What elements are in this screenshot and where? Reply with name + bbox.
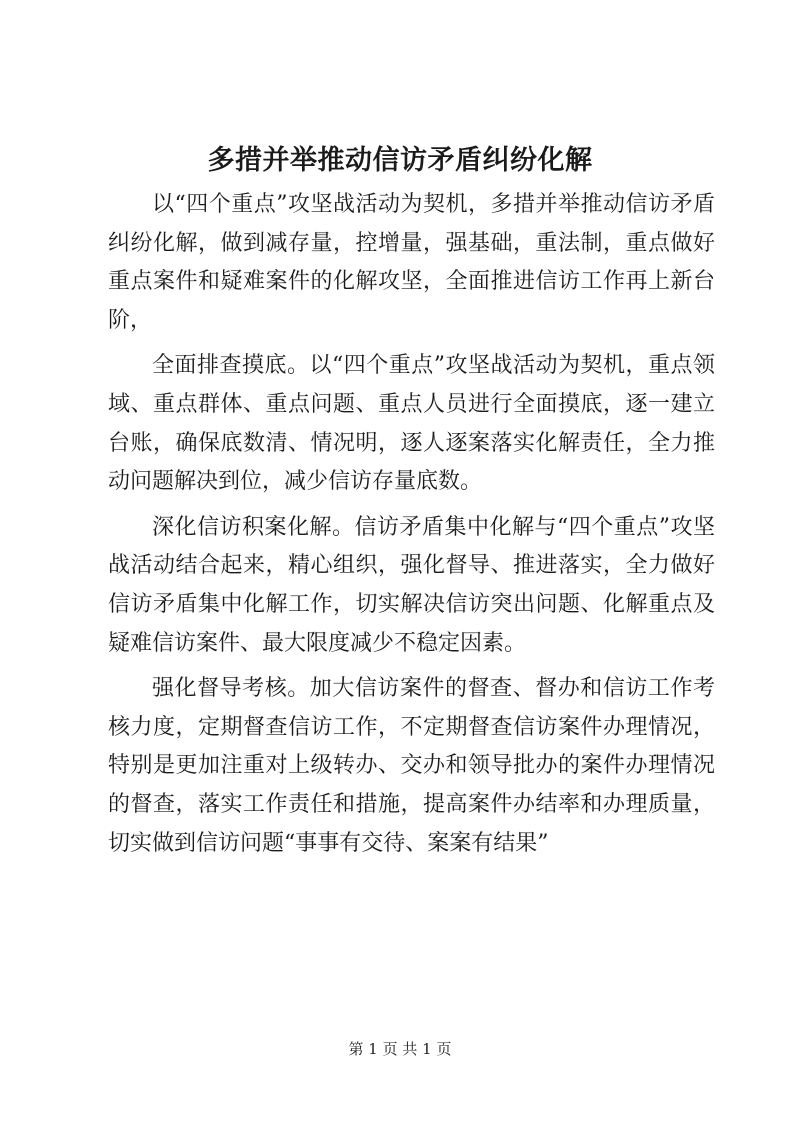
- document-body: [108, 186, 715, 870]
- paragraph-supervision: 强化督导考核。加大信访案件的督查、督办和信访工作考核力度，定期督查信访工作，不定期督查信访案件办理情况，特别是更加注重对上级转办、交办和领导批办的案件办理情况的督查，落实工作责任和措施，提高案件办结率和办理质量，切实做到信访问题“事事有交待、案案有结果”: [108, 676, 715, 856]
- document-title: 多措并举推动信访矛盾纠纷化解: [207, 145, 593, 176]
- paragraph-intro: 以“四个重点”攻坚战活动为契机，多措并举推动信访矛盾纠纷化解，做到减存量，控增量，强基础，重法制，重点做好重点案件和疑难案件的化解攻坚，全面推进信访工作再上新台阶，: [108, 192, 715, 333]
- paragraph-resolution: 深化信访积案化解。信访矛盾集中化解与“四个重点”攻坚战活动结合起来，精心组织，强化督导、推进落实，全力做好信访矛盾集中化解工作，切实解决信访突出问题、化解重点及疑难信访案件、最大限度减少不稳定因素。: [108, 514, 715, 656]
- page-footer: 第 1 页 共 1 页: [348, 1040, 452, 1058]
- paragraph-survey: 全面排查摸底。以“四个重点”攻坚战活动为契机，重点领域、重点群体、重点问题、重点人员进行全面摸底，逐一建立台账，确保底数清、情况明，逐人逐案落实化解责任，全力推动问题解决到位，减少信访存量底数。: [108, 353, 715, 495]
